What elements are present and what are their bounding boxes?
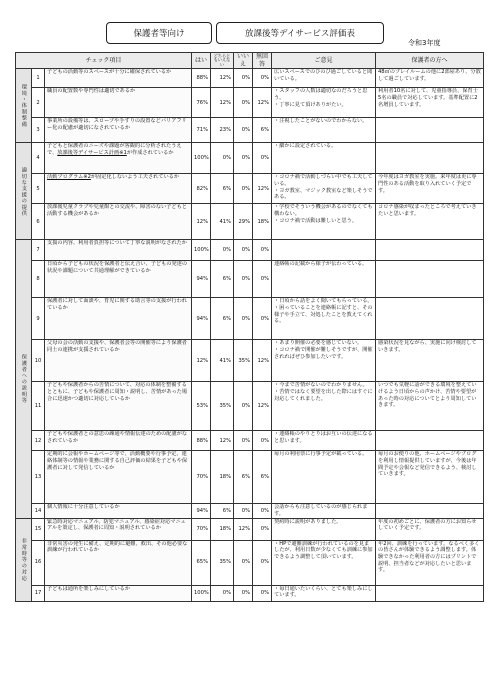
yes-percent: 100% xyxy=(192,143,211,174)
check-item-text: 子どもと保護者のニーズや課題が客観的に分析されたうえで、放課後等デイサービス計画※1が作成されているか xyxy=(45,143,192,174)
col-no: いいえ xyxy=(234,53,253,69)
response-text: いつでも気軽に話ができる環境を整えていけるよう日頃からの声かけ、苦情や要望があった時の対応についてとより周知していきます。 xyxy=(376,382,484,431)
table-row xyxy=(16,540,484,585)
col-yes: はい xyxy=(192,53,211,69)
blank-percent: 18% xyxy=(253,204,272,240)
neutral-percent: 12% xyxy=(211,88,234,118)
yes-percent: 94% xyxy=(192,504,211,518)
opinion-text: ・日頃から話をよく聞いてもらっている。 ・困っていることを連絡帳に記すと、その様子や手立て、対処したことを教えてくれる。 xyxy=(272,298,376,340)
blank-percent: 0% xyxy=(253,143,272,174)
item-number: 6 xyxy=(32,204,45,240)
yes-percent: 100% xyxy=(192,585,211,601)
blank-percent: 6% xyxy=(253,118,272,143)
category-text: 非常時等の対応 xyxy=(20,537,27,582)
check-item-text: 支援の内容、利用者負担等について丁寧な説明がなされたか xyxy=(45,240,192,261)
item-number: 2 xyxy=(32,88,45,118)
item-number: 11 xyxy=(32,382,45,431)
blank-percent: 0% xyxy=(253,504,272,518)
no-percent: 0% xyxy=(234,69,253,88)
response-text xyxy=(376,298,484,340)
blank-percent: 12% xyxy=(253,88,272,118)
item-number: 12 xyxy=(32,431,45,451)
no-percent: 0% xyxy=(234,585,253,601)
table-row xyxy=(16,143,484,174)
neutral-percent: 41% xyxy=(211,204,234,240)
yes-percent: 100% xyxy=(192,240,211,261)
response-text: 年度の初めごとに、保護者の方にお知らせしていく予定です。 xyxy=(376,518,484,540)
table-row xyxy=(16,431,484,451)
no-percent: 6% xyxy=(234,451,253,504)
no-percent: 0% xyxy=(234,118,253,143)
opinion-text: ・毎日通いたいくらい、とても楽しみにしています。 xyxy=(272,585,376,601)
item-number: 15 xyxy=(32,518,45,540)
table-row xyxy=(16,88,484,118)
underlined-phrase: 活動プログラム※2 xyxy=(47,174,91,181)
col-response: 保護者の方へ xyxy=(376,53,484,69)
neutral-percent: 18% xyxy=(211,518,234,540)
neutral-percent: 41% xyxy=(211,340,234,382)
no-percent: 29% xyxy=(234,204,253,240)
table-row xyxy=(16,174,484,204)
no-percent: 0% xyxy=(234,382,253,431)
response-text xyxy=(376,585,484,601)
col-neutral: どちらともいえない xyxy=(211,53,234,69)
category-text: 適切な支援の提供 xyxy=(20,166,27,217)
yes-percent: 70% xyxy=(192,451,211,504)
col-blank: 無回答 xyxy=(253,53,272,69)
opinion-text: 連絡帳の記載から様子が伝わっている。 xyxy=(272,261,376,298)
neutral-percent: 35% xyxy=(211,540,234,585)
check-item-text: 非常災害の発生に備え、定期的に避難、救出、その他必要な訓練が行われているか xyxy=(45,540,192,585)
response-text: 利用者10名に対して、児童指導員、保育士5名の職員で対応しています。基準配置に2名増員しています。 xyxy=(376,88,484,118)
opinion-text: ・あまり開催の必要を感じていない。 ・コロナ禍で開催が難しそうですが、開催されればぜひ参加したいです。 xyxy=(272,340,376,382)
yes-percent: 71% xyxy=(192,118,211,143)
response-text xyxy=(376,118,484,143)
check-item-text: 日頃から子どもの状況を保護者と伝え合い、子どもの発達の状況や課題について共通理解ができているか xyxy=(45,261,192,298)
evaluation-table xyxy=(15,52,484,602)
response-text xyxy=(376,431,484,451)
response-text xyxy=(376,143,484,174)
table-row xyxy=(16,518,484,540)
neutral-percent: 0% xyxy=(211,585,234,601)
response-text: 48㎡のプレイルームの他に2部屋あり、分散して過ごしています。 xyxy=(376,69,484,88)
table-row xyxy=(16,69,484,88)
neutral-percent: 6% xyxy=(211,174,234,204)
response-text: 毎月のお便りの他、ホームページやブログを利用し情報提供していますが、今後は年間予定や会報など発信できるよう、検討していきます。 xyxy=(376,451,484,504)
no-percent: 35% xyxy=(234,340,253,382)
table-row xyxy=(16,298,484,340)
check-item-text: 個人情報に十分注意しているか xyxy=(45,504,192,518)
blank-percent: 0% xyxy=(253,540,272,585)
item-number: 3 xyxy=(32,118,45,143)
yes-percent: 76% xyxy=(192,88,211,118)
opinion-text: ・注視したことがないのでわからない。 xyxy=(272,118,376,143)
response-text: 感染状況を見ながら、実施に向け検討していきます。 xyxy=(376,340,484,382)
opinion-text: 会話からも注意しているのが感じられます。 xyxy=(272,504,376,518)
category-label xyxy=(16,240,32,518)
neutral-percent: 18% xyxy=(211,451,234,504)
yes-percent: 88% xyxy=(192,69,211,88)
item-number: 1 xyxy=(32,69,45,88)
blank-percent: 0% xyxy=(253,298,272,340)
col-check-item: チェック項目 xyxy=(16,53,192,69)
neutral-percent: 23% xyxy=(211,118,234,143)
opinion-text: ・コロナ禍で活動しづらい中でも工夫している。 ・ヨガ教室、マジック教室など楽しそうである。 xyxy=(272,174,376,204)
neutral-percent: 6% xyxy=(211,261,234,298)
no-percent: 0% xyxy=(234,240,253,261)
table-row xyxy=(16,204,484,240)
item-number: 4 xyxy=(32,143,45,174)
neutral-percent: 12% xyxy=(211,69,234,88)
neutral-percent: 0% xyxy=(211,143,234,174)
item-number: 13 xyxy=(32,451,45,504)
table-row xyxy=(16,451,484,504)
check-item-text: 子どもや保護者からの苦情について、対応の体制を整備するとともに、子どもや保護者に周知・説明し、苦情があった場合に迅速かつ適切に対応しているか xyxy=(45,382,192,431)
opinion-text: ・学校でそういう機会があるのでなくても構わない。 ・コロナ禍で活動は難しいと思う。 xyxy=(272,204,376,240)
check-item-text: 子どもは通所を楽しみにしているか xyxy=(45,585,192,601)
check-item-text: 保護者に対して面談や、育児に関する助言等の支援が行われているか xyxy=(45,298,192,340)
category-label xyxy=(16,69,32,143)
blank-percent: 0% xyxy=(253,518,272,540)
no-percent: 0% xyxy=(234,88,253,118)
underlined-phrase: 放課後等デイサービス計画※1 xyxy=(57,150,127,156)
check-item-text: 事業所の設備等は、スロープや手すりの設置などバリアフリー化の配慮が適切になされているか xyxy=(45,118,192,143)
neutral-percent: 6% xyxy=(211,298,234,340)
blank-percent: 0% xyxy=(253,585,272,601)
response-text: 年2回、訓練を行っています。なるべく多くの皆さんが体験できるよう調整します。体験できなかった利用者の方にはプリントで説明、担当者などが対応したいと思います。 xyxy=(376,540,484,585)
yes-percent: 12% xyxy=(192,204,211,240)
category-label xyxy=(16,518,32,601)
table-row xyxy=(16,382,484,431)
yes-percent: 53% xyxy=(192,382,211,431)
item-number: 16 xyxy=(32,540,45,585)
yes-percent: 94% xyxy=(192,298,211,340)
blank-percent: 0% xyxy=(253,240,272,261)
check-item-text: 定期的に会報やホームページ等で、活動概要や行事予定、連絡体制等の情報や業務に関する自己評価の結果を子どもや保護者に対して発信しているか xyxy=(45,451,192,504)
blank-percent: 0% xyxy=(253,69,272,88)
check-item-text: 職員の配置数や専門性は適切であるか xyxy=(45,88,192,118)
table-row xyxy=(16,504,484,518)
neutral-percent: 6% xyxy=(211,504,234,518)
opinion-text: 広いスペースでのびのび過ごしていると聞いている。 xyxy=(272,69,376,88)
check-item-text: 放課後児童クラブや児童館との交流や、障害のない子どもと活動する機会があるか xyxy=(45,204,192,240)
item-number: 7 xyxy=(32,240,45,261)
no-percent: 0% xyxy=(234,174,253,204)
response-text: 今年度はヨガ教室を実施。来年度は更に専門性のある活動を取り入れていく予定です。 xyxy=(376,174,484,204)
check-item-text: 子どもの活動等のスペースが十分に確保されているか xyxy=(45,69,192,88)
yes-percent: 88% xyxy=(192,431,211,451)
check-item-text: 子どもや保護者との意思の疎通や情報伝達のための配慮がなされているか xyxy=(45,431,192,451)
check-item-text: 父母の会の活動の支援や、保護者会等の開催等により保護者同士の連携が支援されているか xyxy=(45,340,192,382)
opinion-text: 契約時に説明がありました。 xyxy=(272,518,376,540)
table-row xyxy=(16,118,484,143)
response-text: コロナ感染が収まったところで考えていきたいと思います。 xyxy=(376,204,484,240)
col-opinion: ご意見 xyxy=(272,53,376,69)
table-row xyxy=(16,240,484,261)
table-row xyxy=(16,585,484,601)
fiscal-year: 令和3年度 xyxy=(408,39,441,47)
neutral-percent: 35% xyxy=(211,382,234,431)
no-percent: 0% xyxy=(234,298,253,340)
table-row xyxy=(16,340,484,382)
opinion-text: ・今まで苦情がないのでわかりません。 ・苦情ではなく要望を出した際にはすぐに対応してくれました。 xyxy=(272,382,376,431)
opinion-text: ・HPで避難訓練が行われているのを見ましたが、利用日数が少なくても訓練に参加できるよう調整して頂いています。 xyxy=(272,540,376,585)
yes-percent: 65% xyxy=(192,540,211,585)
category-label xyxy=(16,143,32,240)
table-row xyxy=(16,261,484,298)
no-percent: 0% xyxy=(234,504,253,518)
category-text: 保護者への説明等 xyxy=(20,354,27,404)
item-number: 14 xyxy=(32,504,45,518)
check-item-text: 緊急時対応マニュアル、防犯マニュアル、感染症対応マニュアルを策定し、保護者に周知・説明されているか xyxy=(45,518,192,540)
blank-percent: 0% xyxy=(253,431,272,451)
blank-percent: 0% xyxy=(253,261,272,298)
opinion-text xyxy=(272,240,376,261)
item-number: 8 xyxy=(32,261,45,298)
yes-percent: 12% xyxy=(192,340,211,382)
table-header-row xyxy=(16,53,484,69)
response-text xyxy=(376,504,484,518)
no-percent: 0% xyxy=(234,143,253,174)
opinion-text: ・細かに設定されている。 xyxy=(272,143,376,174)
response-text xyxy=(376,240,484,261)
yes-percent: 82% xyxy=(192,174,211,204)
yes-percent: 70% xyxy=(192,518,211,540)
item-number: 10 xyxy=(32,340,45,382)
audience-label: 保護者等向け xyxy=(106,22,212,44)
blank-percent: 12% xyxy=(253,382,272,431)
yes-percent: 94% xyxy=(192,261,211,298)
table-body xyxy=(16,69,484,601)
opinion-text: ・スタッフの人数は適切なのだろうと思う。 ・丁寧に見て頂けありがたい。 xyxy=(272,88,376,118)
blank-percent: 12% xyxy=(253,340,272,382)
no-percent: 0% xyxy=(234,540,253,585)
check-item-text: 活動プログラム※2が固定化しないよう工夫されているか xyxy=(45,174,192,204)
blank-percent: 12% xyxy=(253,174,272,204)
opinion-text: 毎月の利用票に行事予定が載っている。 xyxy=(272,451,376,504)
response-text xyxy=(376,261,484,298)
blank-percent: 6% xyxy=(253,451,272,504)
item-number: 17 xyxy=(32,585,45,601)
item-number: 9 xyxy=(32,298,45,340)
opinion-text: ・連絡帳のやりとりはお互いの伝達になると思います。 xyxy=(272,431,376,451)
category-text: 環境・体制整備 xyxy=(20,84,27,128)
no-percent: 0% xyxy=(234,431,253,451)
no-percent: 12% xyxy=(234,518,253,540)
document-title: 放課後等デイサービス評価表 xyxy=(216,22,384,44)
no-percent: 0% xyxy=(234,261,253,298)
item-number: 5 xyxy=(32,174,45,204)
neutral-percent: 12% xyxy=(211,431,234,451)
neutral-percent: 0% xyxy=(211,240,234,261)
